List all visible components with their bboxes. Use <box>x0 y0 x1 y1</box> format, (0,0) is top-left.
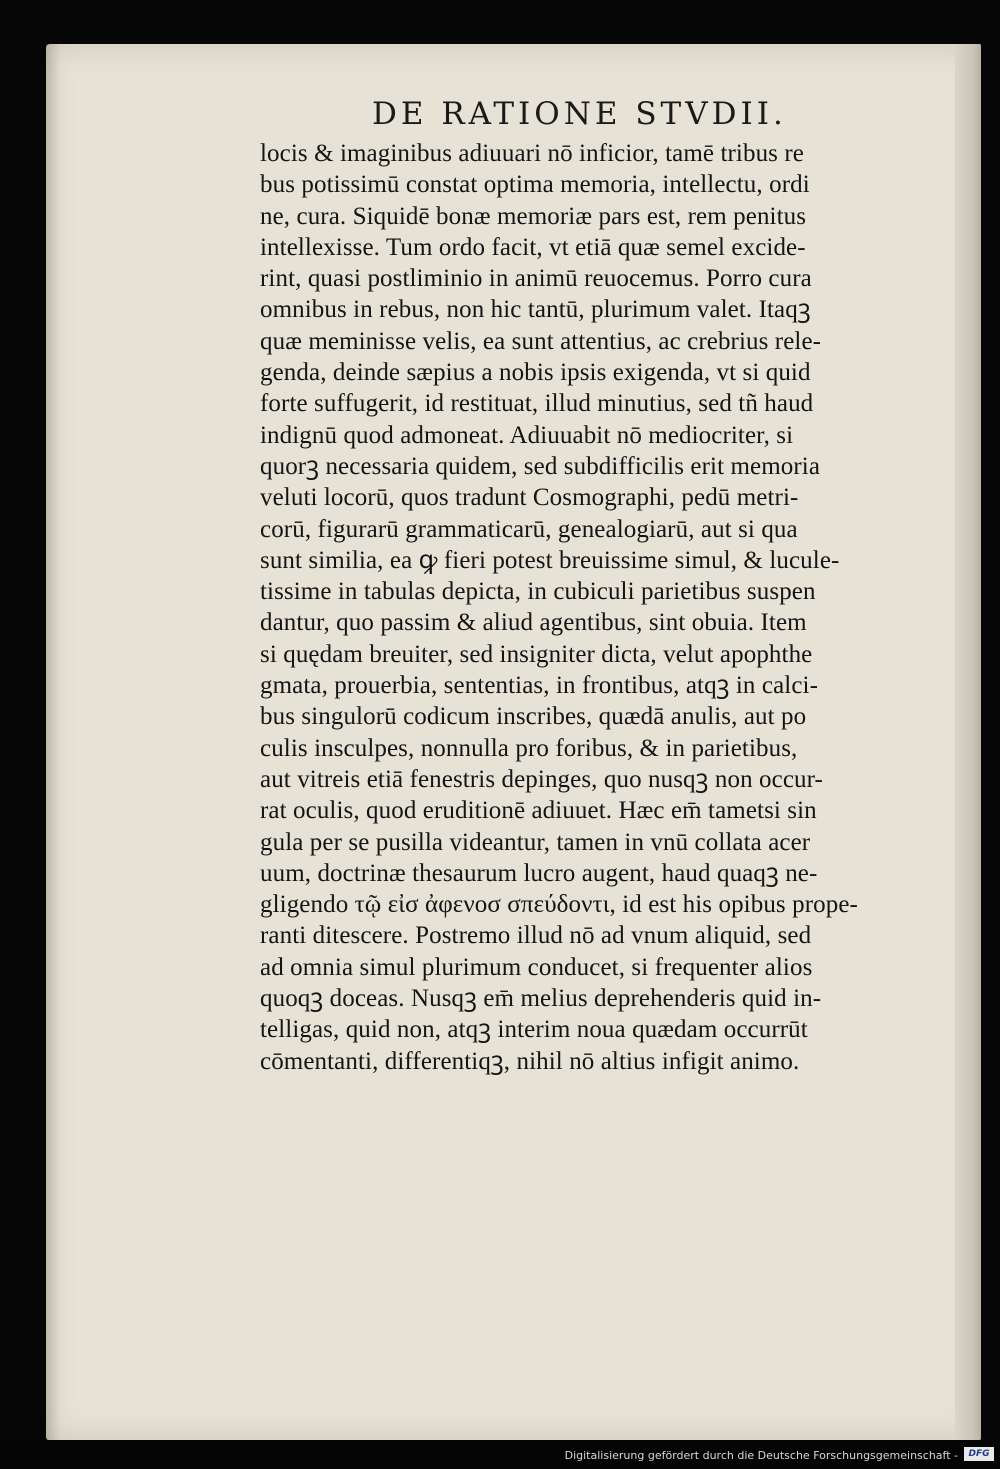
gutter-shadow <box>46 44 60 1440</box>
text-line: si quędam breuiter, sed insigniter dicta, velut apophthe <box>260 640 813 668</box>
page-edge <box>955 44 981 1440</box>
text-line: tissime in tabulas depicta, in cubiculi parietibus suspen <box>260 578 816 606</box>
text-line: omnibus in rebus, non hic tantū, plurimum valet. Itaqꝫ <box>260 296 811 324</box>
text-line: gula per se pusilla videantur, tamen in vnū collata acer <box>260 828 811 856</box>
running-head: DE RATIONE STVDII. <box>372 96 787 132</box>
text-line: intellexisse. Tum ordo facit, vt etiā quæ semel excide- <box>260 233 806 261</box>
text-line: ne, cura. Siquidē bonæ memoriæ pars est, rem penitus <box>260 202 807 230</box>
text-line: rat oculis, quod eruditionē adiuuet. Hæc em̄ tametsi sin <box>260 797 817 825</box>
text-line: aut vitreis etiā fenestris depinges, quo nusqꝫ non occur- <box>260 765 823 793</box>
text-line: quoqꝫ doceas. Nusqꝫ em̄ melius deprehenderis quid in- <box>260 985 822 1013</box>
text-line: indignū quod admoneat. Adiuuabit nō mediocriter, si <box>260 421 794 449</box>
text-line: ranti ditescere. Postremo illud nō ad vnum aliquid, sed <box>260 922 812 950</box>
text-line: sunt similia, ea ꝙ fieri potest breuissime simul, & lucule- <box>260 546 840 574</box>
text-line: locis & imaginibus adiuuari nō inficior, tamē tribus re <box>260 140 804 167</box>
text-line: bus singulorū codicum inscribes, quædā anulis, aut po <box>260 703 807 731</box>
digitization-credit: Digitalisierung gefördert durch die Deutsche Forschungsgemeinschaft - <box>564 1449 958 1462</box>
text-line: genda, deinde sæpius a nobis ipsis exigenda, vt si quid <box>260 359 811 387</box>
text-line: quæ meminisse velis, ea sunt attentius, ac crebrius rele- <box>260 327 822 355</box>
text-line: gligendo τῷ εἰσ ἀφενοσ σπεύδοντι, id est his opibus prope- <box>260 891 858 919</box>
dfg-logo: DFG <box>964 1447 994 1461</box>
text-line: dantur, quo passim & aliud agentibus, sint obuia. Item <box>260 609 807 637</box>
text-line: uum, doctrinæ thesaurum lucro augent, haud quaqꝫ ne- <box>260 859 818 887</box>
text-line: quorꝫ necessaria quidem, sed subdifficilis erit memoria <box>260 452 821 480</box>
text-line: bus potissimū constat optima memoria, intellectu, ordi <box>260 171 810 199</box>
text-line: telligas, quid non, atqꝫ interim noua quædam occurrūt <box>260 1016 808 1044</box>
text-line: ad omnia simul plurimum conducet, si frequenter alios <box>260 953 813 981</box>
body-text <box>260 138 930 1077</box>
text-line: veluti locorū, quos tradunt Cosmographi, pedū metri- <box>260 484 799 512</box>
text-line: forte suffugerit, id restituat, illud minutius, sed tñ haud <box>260 390 814 418</box>
text-line: cōmentanti, differentiqꝫ, nihil nō altius infigit animo. <box>260 1047 800 1075</box>
text-line: culis insculpes, nonnulla pro foribus, & in parietibus, <box>260 734 798 762</box>
text-line: rint, quasi postliminio in animū reuocemus. Porro cura <box>260 265 812 293</box>
text-line: corū, figurarū grammaticarū, genealogiarū, aut si qua <box>260 515 798 543</box>
text-line: gmata, prouerbia, sententias, in frontibus, atqꝫ in calci- <box>260 672 818 700</box>
